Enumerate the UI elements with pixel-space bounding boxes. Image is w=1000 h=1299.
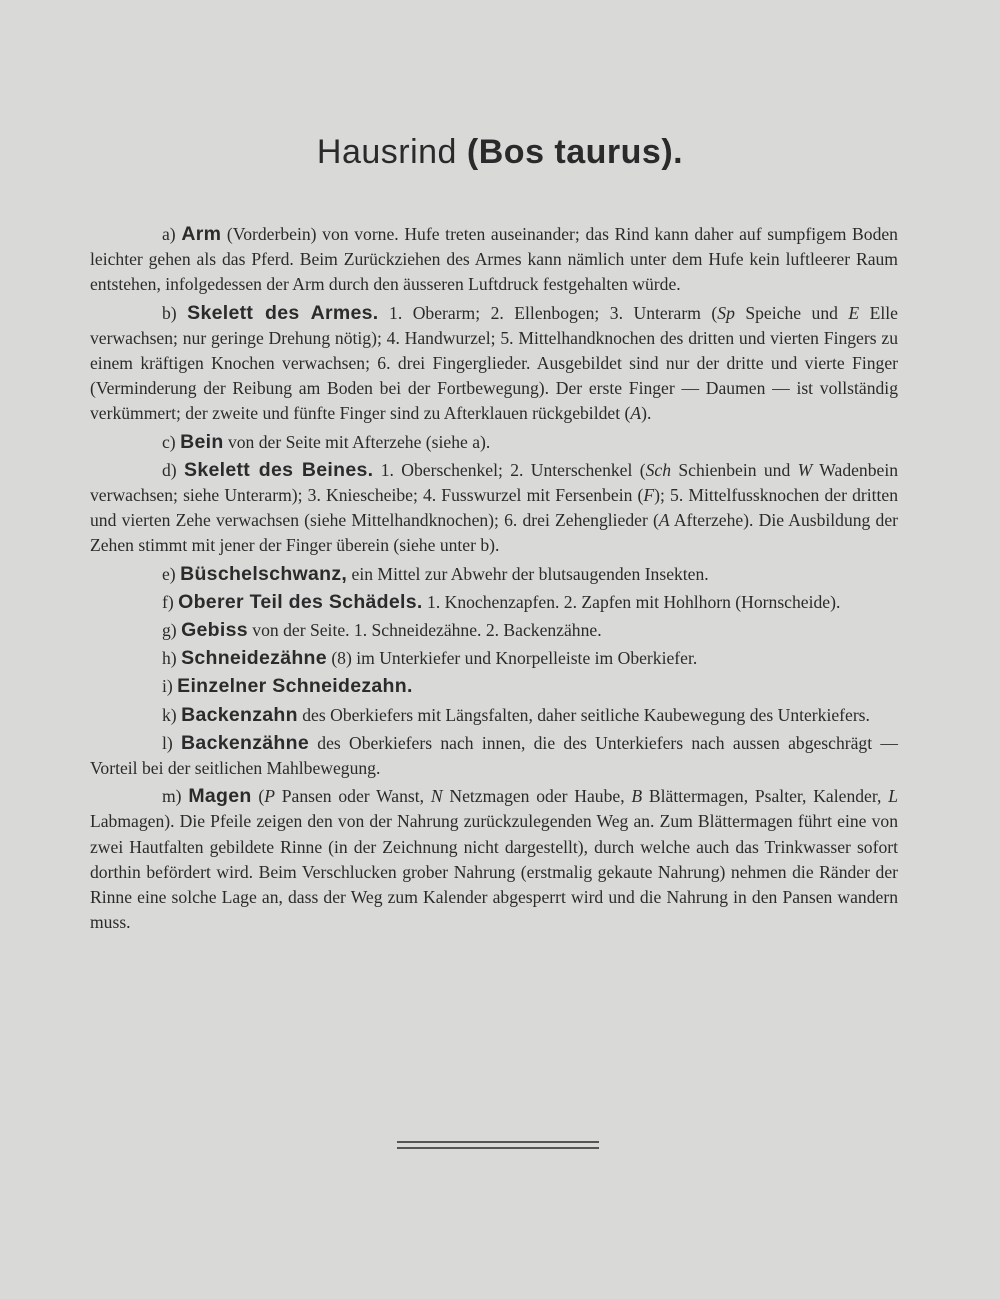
- paragraph-text: 1. Oberschenkel; 2. Unterschenkel (: [373, 459, 646, 480]
- paragraph-text: Afterzehe). Die Ausbildung der Zehen stimmt mit jener der Finger überein (siehe unter b).: [90, 510, 898, 556]
- paragraph-keyword: Skelett des Beines.: [184, 458, 374, 481]
- paragraph-label: k): [162, 704, 177, 725]
- paragraph-text: ); 5. Mittelfussknochen der dritten und vierten Zehe verwachsen (siehe Mittelhandknochen); 6. drei Zehenglieder (: [90, 485, 898, 531]
- paragraph-keyword: Einzelner Schneidezahn.: [177, 675, 413, 698]
- paragraph-keyword: Büschelschwanz,: [180, 562, 348, 585]
- paragraph-keyword: Backenzahn: [181, 703, 298, 726]
- abbreviation: E: [848, 302, 860, 323]
- paragraph-label: m): [162, 786, 182, 807]
- paragraph-label: i): [162, 676, 173, 697]
- paragraph-label: h): [162, 648, 177, 669]
- paragraph-text: von der Seite. 1. Schneidezähne. 2. Backenzähne.: [247, 620, 602, 641]
- paragraph-text: ein Mittel zur Abwehr der blutsaugenden Insekten.: [347, 563, 709, 584]
- paragraph-l: [90, 731, 898, 781]
- paragraph-text: Speiche und: [734, 302, 849, 323]
- paragraph-label: d): [162, 459, 177, 480]
- paragraph-text: Blättermagen, Psalter, Kalender,: [642, 786, 889, 807]
- paragraph-label: e): [162, 563, 176, 584]
- paragraph-label: f): [162, 591, 174, 612]
- paragraph-keyword: Skelett des Armes.: [187, 301, 379, 324]
- abbreviation: B: [631, 786, 643, 807]
- paragraph-text: Elle verwachsen; nur geringe Drehung nötig); 4. Handwurzel; 5. Mittelhandknochen des dritten und vierten Fingers zu einem kräftigen Knochen verwachsen; 6. drei Fingerglieder. Ausgebildet sind nur der dritte und vierte Finger (Verminderung der Reibung am Boden bei der Fortbewegung). Der erste Finger — Daumen — ist vollständig verkümmert; der zweite und fünfte Finger sind zu Afterklauen rückgebildet (: [90, 302, 898, 424]
- paragraph-text: (8) im Unterkiefer und Knorpelleiste im Oberkiefer.: [326, 648, 698, 669]
- paragraph-label: a): [162, 224, 176, 244]
- paragraph-keyword: Schneidezähne: [181, 647, 327, 670]
- page-title: [0, 133, 1000, 172]
- paragraph-text: ).: [641, 403, 652, 424]
- title-latin-name: (Bos taurus).: [466, 133, 684, 171]
- paragraph-label: c): [162, 431, 176, 452]
- abbreviation: F: [643, 485, 655, 506]
- paragraph-text: (: [251, 786, 265, 807]
- abbreviation: A: [658, 510, 670, 531]
- paragraph-keyword: Arm: [181, 223, 222, 245]
- abbreviation: W: [797, 459, 813, 480]
- paragraph-k: [90, 703, 898, 728]
- paragraph-text: (Vorderbein) von vorne. Hufe treten auseinander; das Rind kann daher auf sumpfigem Boden leichter gehen als das Pferd. Beim Zurückziehen des Armes kann nämlich unter dem Hufe kein luftleerer Raum entstehen, infolgedessen der Arm durch den äusseren Luftdruck festgehalten würde.: [90, 224, 898, 295]
- paragraph-d: [90, 458, 898, 559]
- paragraph-b: [90, 301, 898, 427]
- paragraph-text: 1. Oberarm; 2. Ellenbogen; 3. Unterarm (: [378, 302, 718, 323]
- paragraph-e: [90, 562, 898, 587]
- closing-double-rule: [397, 1141, 599, 1149]
- paragraph-keyword: Bein: [180, 430, 224, 453]
- body-text: [90, 222, 898, 935]
- paragraph-keyword: Backenzähne: [181, 731, 309, 754]
- title-main: Hausrind: [316, 133, 457, 171]
- abbreviation: L: [888, 786, 898, 807]
- paragraph-text: Wadenbein verwachsen; siehe Unterarm); 3. Kniescheibe; 4. Fusswurzel mit Fersenbein (: [90, 459, 899, 506]
- paragraph-text: Schienbein und: [671, 459, 798, 480]
- paragraph-i: [90, 674, 898, 699]
- paragraph-text: Pansen oder Wanst,: [274, 786, 431, 807]
- paragraph-g: [90, 618, 898, 643]
- paragraph-keyword: Oberer Teil des Schädels.: [178, 590, 423, 613]
- paragraph-f: [90, 590, 898, 615]
- paragraph-label: l): [162, 732, 173, 753]
- abbreviation: N: [430, 786, 443, 807]
- paragraph-label: b): [162, 302, 177, 323]
- paragraph-text: des Oberkiefers nach innen, die des Unterkiefers nach aussen abgeschrägt — Vorteil bei der seitlichen Mahlbewegung.: [90, 732, 898, 779]
- paragraph-text: Netzmagen oder Haube,: [442, 786, 632, 807]
- paragraph-c: [90, 430, 898, 455]
- paragraph-text: Labmagen). Die Pfeile zeigen den von der Nahrung zurückzulegenden Weg an. Zum Blättermagen führt eine von zwei Hautfalten gebildete Rinne (in der Zeichnung nicht dargestellt), durch welche auch das Trinkwasser sofort dorthin befördert wird. Beim Verschlucken grober Nahrung (erstmalig gekaute Nahrung) nehmen die Ränder der Rinne eine solche Lage an, dass der Weg zum Kalender abgesperrt wird und die Nahrung in den Pansen wandern muss.: [90, 811, 898, 933]
- paragraph-text: 1. Knochenzapfen. 2. Zapfen mit Hohlhorn (Hornscheide).: [422, 591, 841, 612]
- abbreviation: Sch: [645, 459, 671, 480]
- paragraph-keyword: Magen: [188, 785, 252, 808]
- paragraph-keyword: Gebiss: [181, 619, 248, 642]
- paragraph-text: des Oberkiefers mit Längsfalten, daher seitliche Kaubewegung des Unterkiefers.: [297, 704, 870, 725]
- paragraph-text: von der Seite mit Afterzehe (siehe a).: [223, 431, 491, 452]
- abbreviation: P: [264, 786, 275, 807]
- paragraph-h: [90, 646, 898, 671]
- abbreviation: A: [630, 403, 642, 424]
- paragraph-label: g): [162, 620, 177, 641]
- paragraph-m: [90, 784, 898, 935]
- abbreviation: Sp: [717, 302, 735, 323]
- paragraph-a: [90, 222, 898, 298]
